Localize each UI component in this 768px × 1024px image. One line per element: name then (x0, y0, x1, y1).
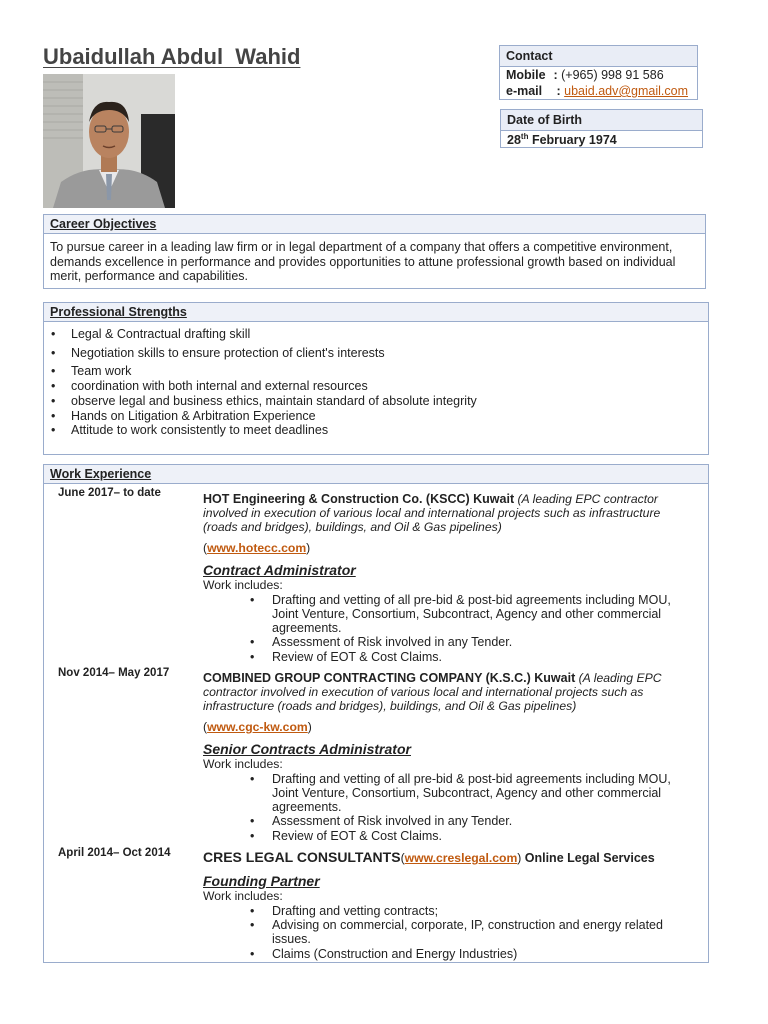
mobile-separator: : (553, 68, 558, 82)
job-website: (www.cgc-kw.com) (203, 720, 312, 734)
bullet-icon: • (250, 814, 255, 828)
work-includes-label: Work includes: (203, 578, 283, 592)
job-description: (roads and bridges), buildings, and Oil & Gas pipelines) (203, 520, 502, 534)
contact-mobile-row (500, 67, 697, 83)
bullet-icon: • (250, 947, 255, 961)
job-date: June 2017– to date (58, 487, 161, 499)
job-date: Nov 2014– May 2017 (58, 667, 170, 679)
job-company-line (203, 492, 658, 506)
bullet-icon: • (51, 423, 56, 437)
job-duty: Review of EOT & Cost Claims. (272, 829, 442, 843)
objective-line: To pursue career in a leading law firm or in legal department of a company that offers a competitive environment, (50, 240, 673, 254)
work-experience-section (43, 464, 709, 963)
dob-box (500, 109, 703, 148)
job-company: COMBINED GROUP CONTRACTING COMPANY (K.S.C.) Kuwait (203, 671, 576, 685)
job-description: infrastructure (roads and bridges), buildings, and Oil & Gas pipelines) (203, 699, 577, 713)
profile-photo (43, 74, 175, 208)
job-website: (www.hotecc.com) (203, 541, 311, 555)
job-description: involved in execution of various local and international projects such as infrastructure (203, 506, 661, 520)
job-description: (A leading EPC contractor (517, 492, 658, 506)
job-website-link[interactable]: www.hotecc.com (207, 541, 307, 555)
job-duty: issues. (272, 932, 311, 946)
bullet-icon: • (51, 364, 56, 378)
work-includes-label: Work includes: (203, 889, 283, 903)
job-role: Founding Partner (203, 873, 320, 889)
job-role: Senior Contracts Administrator (203, 741, 411, 757)
contact-title: Contact (500, 46, 697, 67)
bullet-icon: • (250, 772, 255, 786)
job-description: contractor involved in execution of various local and international projects such as (203, 685, 644, 699)
job-duty: Claims (Construction and Energy Industries) (272, 947, 518, 961)
mobile-label: Mobile (506, 68, 546, 82)
job-duty: Assessment of Risk involved in any Tender. (272, 635, 513, 649)
job-description: (A leading EPC (578, 671, 662, 685)
candidate-name: Ubaidullah Abdul Wahid (43, 44, 301, 69)
job-duty: Joint Venture, Consortium, Subcontract, Agency and other commercial (272, 786, 662, 800)
email-link[interactable]: ubaid.adv@gmail.com (564, 84, 688, 98)
job-duty: Drafting and vetting of all pre-bid & post-bid agreements including MOU, (272, 772, 671, 786)
work-includes-label: Work includes: (203, 757, 283, 771)
job-duty: Advising on commercial, corporate, IP, construction and energy related (272, 918, 663, 932)
job-duty: Joint Venture, Consortium, Subcontract, Agency and other commercial (272, 607, 662, 621)
email-separator: : (556, 84, 561, 98)
dob-suffix: th (520, 131, 529, 141)
bullet-icon: • (250, 904, 255, 918)
job-company-line: CRES LEGAL CONSULTANTS(www.creslegal.com) Online Legal Services (203, 849, 655, 865)
career-objectives-title: Career Objectives (50, 217, 157, 231)
dob-day: 28 (507, 133, 521, 147)
bullet-icon: • (51, 379, 56, 393)
bullet-icon: • (250, 650, 255, 664)
job-date: April 2014– Oct 2014 (58, 847, 171, 859)
email-label: e-mail (506, 84, 543, 98)
bullet-icon: • (250, 593, 255, 607)
dob-value (501, 131, 702, 149)
career-objectives-section (43, 214, 706, 289)
bullet-icon: • (51, 409, 56, 423)
professional-strengths-section: Professional Strengths • Legal & Contractual drafting skill • Negotiation skills to ensure protection of client's interests • Team work • coordination with both internal and external resources • observe legal and business ethics, maintain standard of absolute integrity • Hands on Litigation & Arbitration Experience • Attitude to work consistently to meet deadlines (43, 302, 709, 455)
professional-strengths-title: Professional Strengths (50, 305, 187, 319)
job-duty: agreements. (272, 621, 342, 635)
job-duty: agreements. (272, 800, 342, 814)
job-company: CRES LEGAL CONSULTANTS (203, 849, 401, 865)
job-company-line (203, 671, 662, 685)
job-company-tail: Online Legal Services (524, 851, 655, 865)
bullet-icon: • (51, 394, 56, 408)
job-duty: Drafting and vetting of all pre-bid & post-bid agreements including MOU, (272, 593, 671, 607)
job-company: HOT Engineering & Construction Co. (KSCC) Kuwait (203, 492, 515, 506)
work-experience-title: Work Experience (50, 467, 152, 481)
mobile-value: (+965) 998 91 586 (561, 68, 664, 82)
job-role: Contract Administrator (203, 562, 356, 578)
objective-line: merit, performance and capabilities. (50, 269, 249, 283)
bullet-icon: • (250, 829, 255, 843)
dob-month-year: February 1974 (531, 133, 617, 147)
job-website-link[interactable]: www.creslegal.com (404, 851, 518, 865)
job-duty: Assessment of Risk involved in any Tender. (272, 814, 513, 828)
contact-email-row (500, 83, 697, 99)
bullet-icon: • (51, 327, 56, 341)
dob-title: Date of Birth (501, 110, 702, 131)
bullet-icon: • (250, 918, 255, 932)
objective-line: demands excellence in performance and provides opportunities to attune professional growth based on individual (50, 254, 676, 269)
job-duty: Review of EOT & Cost Claims. (272, 650, 442, 664)
bullet-icon: • (250, 635, 255, 649)
job-duty: Drafting and vetting contracts; (272, 904, 439, 918)
bullet-icon: • (51, 346, 56, 360)
job-website-link[interactable]: www.cgc-kw.com (207, 720, 308, 734)
contact-box (499, 45, 698, 100)
career-objectives-text (50, 240, 699, 284)
